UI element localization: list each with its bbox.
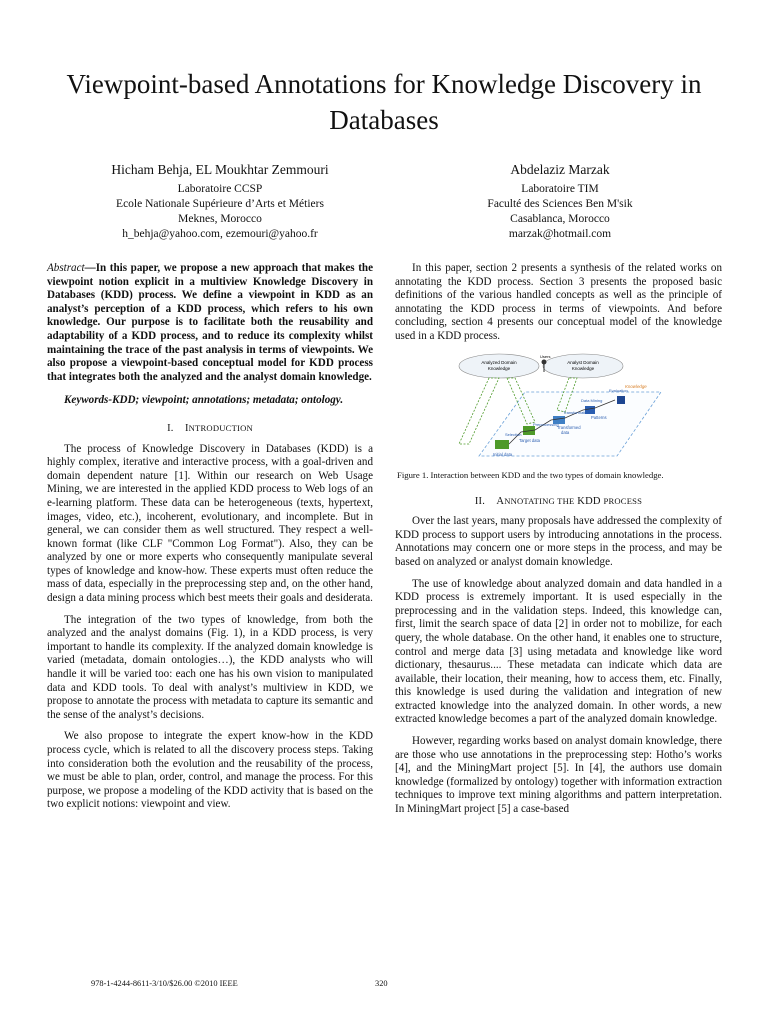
section-title-rest: NNOTATING THE: [504, 495, 575, 506]
author-affiliation: Faculté des Sciences Ben M'sik: [487, 198, 633, 210]
figure-1: [449, 352, 669, 464]
author-block-2: [410, 161, 710, 242]
label-analyzed-knowledge: Knowledge: [487, 365, 510, 371]
section-number: I.: [167, 422, 174, 434]
label-analyzed-domain: Analyzed Domain: [480, 359, 517, 365]
left-column: [47, 262, 373, 820]
paragraph: Over the last years, many proposals have addressed the complexity of KDD process to support users by introducing annotations in the process. Annotations may concern one or more steps in the process, and may be based on analyzed or analyst domain knowledge.: [395, 515, 722, 568]
section-title-initial: A: [496, 495, 505, 507]
label-patterns: Patterns: [590, 414, 607, 420]
label-data-mining: Data Mining: [580, 397, 602, 403]
paragraph: We also propose to integrate the expert know-how in the KDD process cycle, which is related to all the discovery process steps. Taking into consideration both the evolution and the reusability of the process, we must be able to plan, order, control, and manage the process. For this purpose, we propose a modeling of the KDD activity that is based on the two explicit notions: viewpoint and view.: [47, 730, 373, 811]
page-number: 320: [375, 979, 388, 988]
label-analyst-domain: Analyst Domain: [566, 359, 599, 365]
author-location: Meknes, Morocco: [178, 213, 262, 225]
kdd-diagram: [449, 352, 669, 464]
section-heading-annotating: [395, 495, 722, 509]
user-icon: [541, 359, 546, 364]
paragraph: However, regarding works based on analyst domain knowledge, there are those who use annotations in the preprocessing step: Hotho’s works [4], and the MiningMart project [5]. In [4], the authors use domain knowledge (formalized by ontology) together with information extraction techniques to improve text mining algorithms and pattern interpretation. In MiningMart project [5] a case-based: [395, 735, 722, 816]
author-block-1: [60, 161, 380, 242]
author-affiliation: Laboratoire TIM: [521, 183, 599, 195]
label-preprocessing: Preprocessing: [532, 421, 559, 427]
figure-caption: Figure 1. Interaction between KDD and the two types of domain knowledge.: [397, 469, 664, 480]
section-heading-introduction: [47, 422, 373, 436]
author-email: marzak@hotmail.com: [508, 228, 612, 240]
right-column: [395, 262, 722, 825]
section-title-initial: I: [184, 422, 189, 434]
paragraph: In this paper, section 2 presents a synthesis of the related works on annotating the KDD process. Section 3 presents the proposed basic definitions of the various handled concepts as well as the principle of annotating the KDD process in terms of viewpoints. And before concluding, section 4 presents our conceptual model of the knowledge used in a KDD process.: [395, 262, 722, 342]
block-initial-data: [495, 440, 509, 449]
author-affiliation: Laboratoire CCSP: [177, 183, 263, 195]
author-affiliation: Ecole Nationale Supérieure d’Arts et Métiers: [116, 198, 324, 210]
paragraph: The use of knowledge about analyzed domain and data handled in a KDD process is extremely important. It is used especially in the preprocessing and in the validation steps. Indeed, this knowledge can, first, limit the search space of data [2] in order not to mobilize, for each query, the whole database. On the other hand, it enables one to structure, control and merge data [3] using metadata and knowledge like word dictionary, thesaurus.... These metadata can indicate which data are available, their location, their meaning, how to access them, etc. Finally, this knowledge is used during the validation and integration of new extracted knowledge into the analyzed domain. In other words, a new extracted knowledge becomes a part of the analyzed domain knowledge.: [395, 577, 722, 726]
block-knowledge: [617, 396, 625, 404]
section-title-rest2: PROCESS: [603, 495, 643, 506]
author-location: Casablanca, Morocco: [510, 213, 610, 225]
label-evaluation: Evaluation: [608, 387, 628, 393]
label-knowledge: Knowledge: [624, 383, 647, 389]
label-initial-data: Initial data: [492, 451, 512, 457]
label-transformation: Transformation: [562, 409, 590, 415]
label-analyst-knowledge: Knowledge: [571, 365, 594, 371]
section-title-rest: NTRODUCTION: [188, 422, 253, 433]
label-transformed-data: data: [560, 429, 569, 435]
footer-isbn: 978-1-4244-8611-3/10/$26.00 ©2010 IEEE: [91, 979, 238, 988]
paragraph: The process of Knowledge Discovery in Databases (KDD) is a highly complex, iterative and interactive process, with a goal-driven and domain dependent nature [1]. Within our research on Web Usage Mining, we are interested in the applied KDD process to Web logs of an e-learning platform. These data can be heterogeneous (texts, hypertext, images, video, etc.), incoherent, evolutionary, and incomplete. But in general, we can consider them as well structured. They respect a well-known format (like CLF "Common Log Format"). Also, they can be analyzed by one or more experts who consequently manipulate several types of knowledge and know-how. These experts must often reduce the mass of data, especially in the preprocessing step and, on the other hand, design a data mining process which best meets their goals and desiderata.: [47, 442, 373, 605]
paper-title: Viewpoint-based Annotations for Knowledge Discovery in Databases: [66, 69, 702, 135]
author-names: Hicham Behja, EL Moukhtar Zemmouri: [111, 162, 329, 177]
paragraph: The integration of the two types of knowledge, from both the analyzed and the analyst domains (Fig. 1), in a KDD process, is very important to handle its complexity. If the analyzed domain knowledge is varied (metadata, domain ontologies…), the KDD analysts who will handle it will be varied too: each one has his own vision to manipulated data and KDD tools. To deal with analyst’s multiview in KDD, we propose to annotate the process with metadata to capture its semantic and the sense of the analyst’s decisions.: [47, 613, 373, 721]
label-target-data: Target data: [518, 437, 540, 443]
abstract: [47, 262, 373, 384]
section-number: II.: [474, 495, 486, 507]
label-transformed: Transformed: [556, 424, 581, 430]
label-users: Users: [539, 353, 550, 359]
abstract-text: —In this paper, we propose a new approach that makes the viewpoint notion explicit in a multiview Knowledge Discovery in Databases (KDD) process. We define a viewpoint in KDD as an analyst’s perception of a KDD process, which refers to his own knowledge. Our purpose is to facilitate both the reusability and adaptability of a KDD process, and to reduce its complexity whilst maintaining the trace of the past analysis in terms of viewpoints. We also propose a viewpoint-based conceptual model for KDD process that integrates both the analyzed and the analyst domain knowledge.: [47, 262, 373, 383]
arrow-analyzed-to-data: [459, 378, 499, 444]
label-selection: Selection: [504, 431, 521, 437]
section-title-kdd: KDD: [577, 495, 601, 507]
author-names: Abdelaziz Marzak: [510, 162, 610, 177]
author-email: h_behja@yahoo.com, ezemouri@yahoo.fr: [122, 228, 318, 240]
abstract-label: Abstract: [47, 262, 85, 274]
keywords: Keywords-KDD; viewpoint; annotations; metadata; ontology.: [64, 394, 344, 407]
